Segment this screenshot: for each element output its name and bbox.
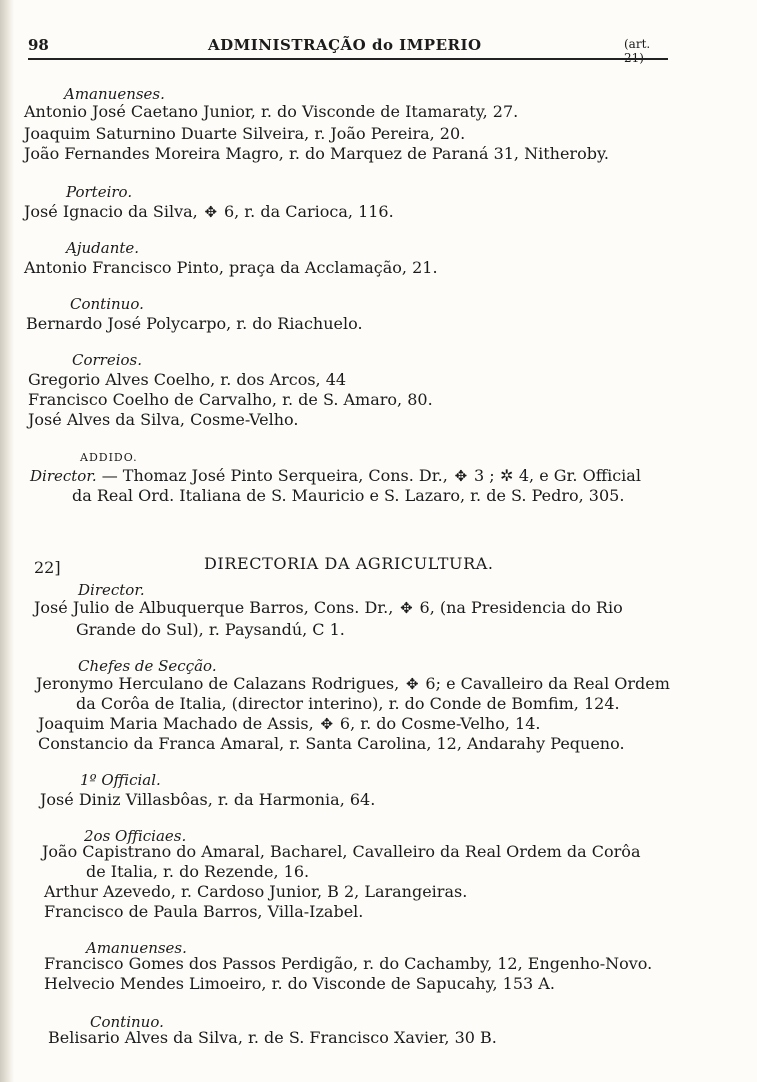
director-label: Director. bbox=[30, 467, 97, 485]
section-label-director: Director. bbox=[78, 581, 145, 599]
entry-ajudante: Antonio Francisco Pinto, praça da Acclamação, 21. bbox=[24, 258, 438, 277]
entry-addido-director bbox=[30, 466, 641, 486]
entry-director-cont: Grande do Sul), r. Paysandú, C 1. bbox=[76, 620, 345, 639]
entry-official-1: José Diniz Villasbôas, r. da Harmonia, 64. bbox=[40, 790, 376, 809]
entry-correio-1: Gregorio Alves Coelho, r. dos Arcos, 44 bbox=[28, 370, 347, 389]
header-rule bbox=[28, 58, 668, 60]
page-number: 98 bbox=[28, 36, 49, 54]
section-label-continuo: Continuo. bbox=[70, 295, 144, 313]
entry-official-2: João Capistrano do Amaral, Bacharel, Cavalleiro da Real Ordem da Corôa bbox=[42, 842, 641, 861]
entry-chefe-3: Constancio da Franca Amaral, r. Santa Carolina, 12, Andarahy Pequeno. bbox=[38, 734, 625, 753]
entry-chefe-1 bbox=[36, 674, 670, 694]
section-label-1-official: 1º Official. bbox=[80, 771, 161, 789]
entry-continuo-2: Belisario Alves da Silva, r. de S. Francisco Xavier, 30 B. bbox=[48, 1028, 497, 1047]
entry-chefe-1-cont: da Corôa de Italia, (director interino), r. do Conde de Bomfim, 124. bbox=[76, 694, 620, 713]
page-header bbox=[28, 34, 668, 58]
section-label-correios: Correios. bbox=[72, 351, 143, 369]
section-title: DIRECTORIA DA AGRICULTURA. bbox=[204, 554, 494, 573]
porteiro-name: José Ignacio da Silva, bbox=[24, 202, 198, 221]
order-rose-icon: ✥ bbox=[454, 467, 468, 485]
addido-director-grade: 3 ; bbox=[474, 466, 495, 485]
section-label-porteiro: Porteiro. bbox=[66, 183, 133, 201]
entry-official-4: Francisco de Paula Barros, Villa-Izabel. bbox=[44, 902, 364, 921]
entry-correio-2: Francisco Coelho de Carvalho, r. de S. Amaro, 80. bbox=[28, 390, 433, 409]
section-label-amanuenses-2: Amanuenses. bbox=[86, 939, 187, 957]
entry-porteiro bbox=[24, 202, 394, 222]
entry-amanuense-b-1: Francisco Gomes dos Passos Perdigão, r. do Cachamby, 12, Engenho-Novo. bbox=[44, 954, 653, 973]
section-number: 22] bbox=[34, 558, 61, 577]
chefe-1-name: Jeronymo Herculano de Calazans Rodrigues, bbox=[36, 674, 400, 693]
addido-director-title: 4, e Gr. Official bbox=[518, 466, 641, 485]
director-details: 6, (na Presidencia do Rio bbox=[419, 598, 623, 617]
chefe-2-details: 6, r. do Cosme-Velho, 14. bbox=[339, 714, 541, 733]
chefe-1-details: 6; e Cavalleiro da Real Ordem bbox=[425, 674, 670, 693]
order-rose-icon: ✥ bbox=[400, 599, 413, 617]
running-title: ADMINISTRAÇÃO do IMPERIO bbox=[208, 36, 482, 54]
section-label-addido: ADDIDO. bbox=[80, 451, 138, 464]
entry-addido-director-cont: da Real Ord. Italiana de S. Mauricio e S. Lazaro, r. de S. Pedro, 305. bbox=[72, 486, 625, 505]
entry-official-3: Arthur Azevedo, r. Cardoso Junior, B 2, Larangeiras. bbox=[44, 882, 468, 901]
porteiro-details: 6, r. da Carioca, 116. bbox=[223, 202, 394, 221]
entry-chefe-2 bbox=[38, 714, 540, 734]
chefe-2-name: Joaquim Maria Machado de Assis, bbox=[38, 714, 314, 733]
section-label-amanuenses: Amanuenses. bbox=[64, 85, 165, 103]
order-star-icon: ✲ bbox=[500, 466, 514, 485]
entry-amanuense-2: Joaquim Saturnino Duarte Silveira, r. João Pereira, 20. bbox=[24, 124, 466, 143]
addido-director-name: — Thomaz José Pinto Serqueira, Cons. Dr., bbox=[101, 466, 448, 485]
section-label-2-officiaes: 2os Officiaes. bbox=[84, 827, 187, 845]
section-label-ajudante: Ajudante. bbox=[66, 239, 140, 257]
director-name: José Julio de Albuquerque Barros, Cons. Dr., bbox=[34, 598, 394, 617]
article-ref: (art. bbox=[624, 37, 651, 51]
order-rose-icon: ✥ bbox=[204, 203, 218, 221]
order-rose-icon: ✥ bbox=[320, 715, 334, 733]
entry-amanuense-b-2: Helvecio Mendes Limoeiro, r. do Visconde de Sapucahy, 153 A. bbox=[44, 974, 555, 993]
entry-director bbox=[34, 598, 623, 618]
section-label-chefes: Chefes de Secção. bbox=[78, 657, 217, 675]
order-rose-icon: ✥ bbox=[406, 675, 419, 693]
section-label-continuo-2: Continuo. bbox=[90, 1013, 164, 1031]
entry-continuo: Bernardo José Polycarpo, r. do Riachuelo. bbox=[26, 314, 363, 333]
entry-amanuense-3: João Fernandes Moreira Magro, r. do Marquez de Paraná 31, Nitheroby. bbox=[24, 144, 609, 163]
entry-amanuense-1: Antonio José Caetano Junior, r. do Visconde de Itamaraty, 27. bbox=[24, 102, 519, 121]
entry-correio-3: José Alves da Silva, Cosme-Velho. bbox=[28, 410, 299, 429]
entry-official-2-cont: de Italia, r. do Rezende, 16. bbox=[86, 862, 310, 881]
